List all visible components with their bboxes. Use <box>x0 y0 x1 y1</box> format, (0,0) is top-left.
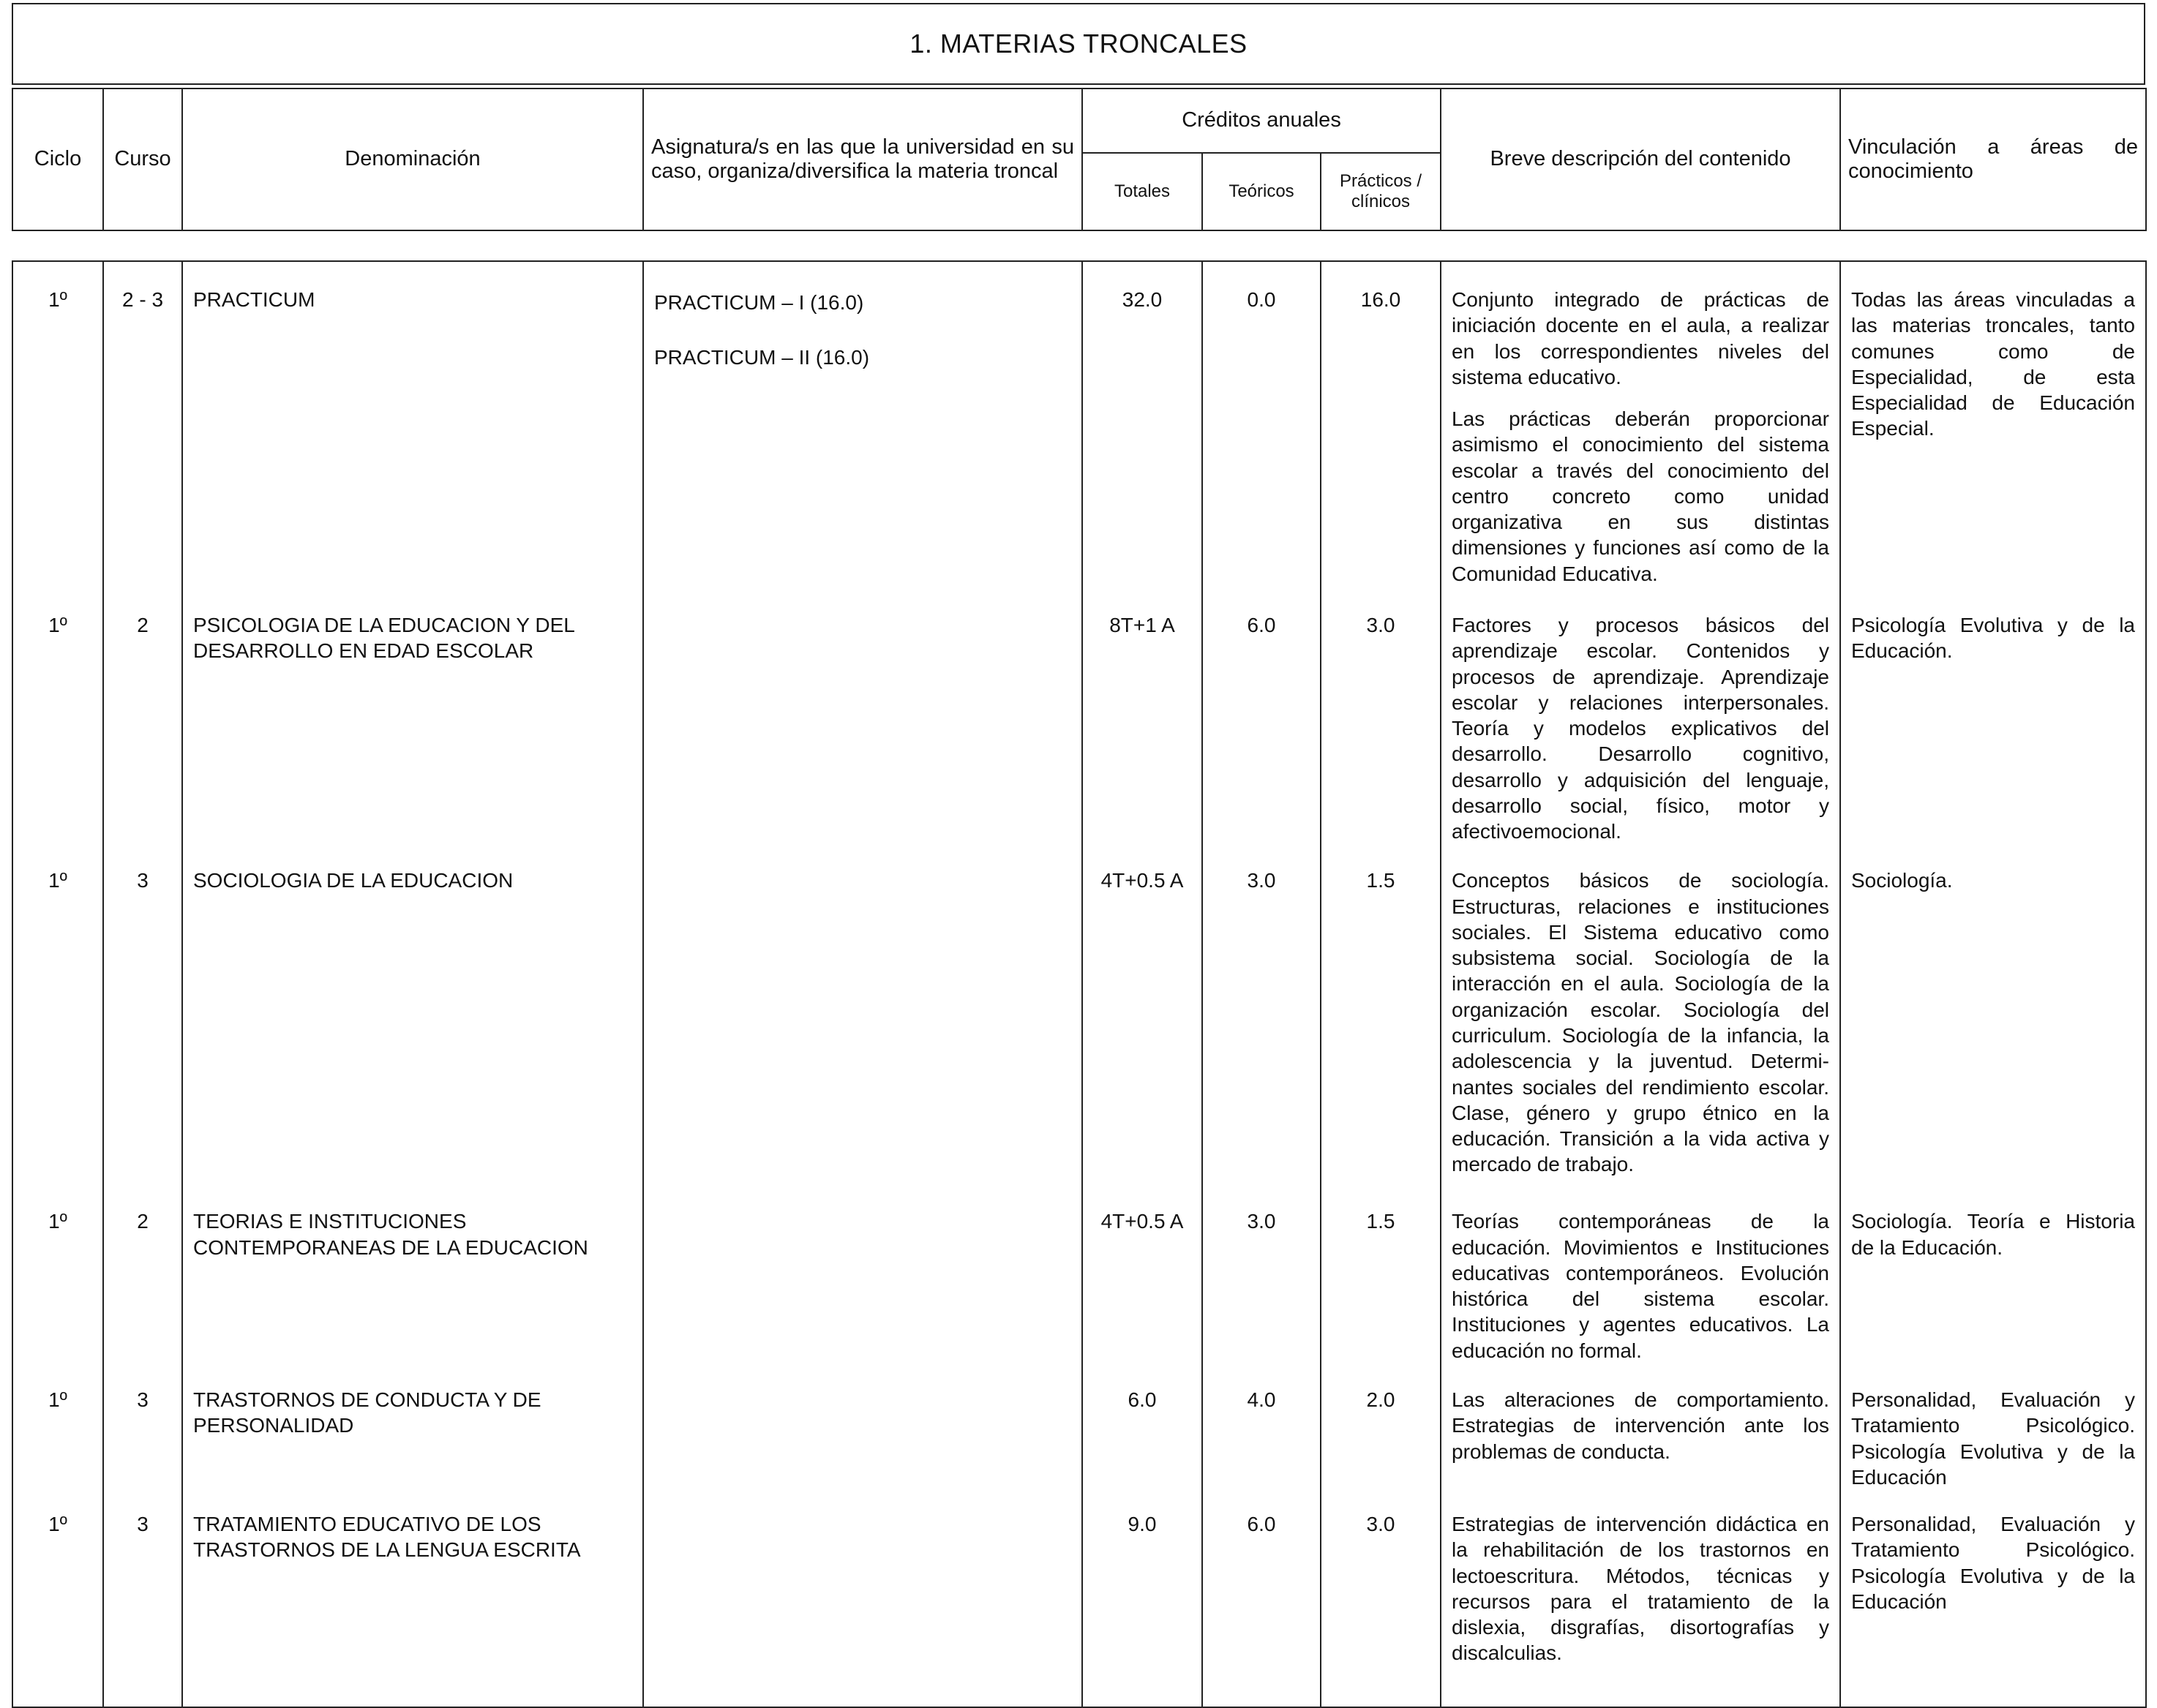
cell-descripcion <box>1441 1201 1840 1380</box>
header-denominacion: Denominación <box>182 89 643 230</box>
cell-denominacion: SOCIOLOGIA DE LA EDUCACION <box>182 860 643 1201</box>
section-title: 1. MATERIAS TRONCALES <box>12 3 2145 85</box>
header-ciclo: Ciclo <box>12 89 103 230</box>
cell-ciclo: 1º <box>12 1504 103 1707</box>
table-row <box>12 1201 2146 1380</box>
cell-asignaturas <box>643 1201 1082 1380</box>
cell-totales: 4T+0.5 A <box>1082 860 1202 1201</box>
header-descripcion: Breve descripción del contenido <box>1441 89 1840 230</box>
cell-asignaturas <box>643 1380 1082 1504</box>
cell-descripcion <box>1441 860 1840 1201</box>
cell-curso: 2 - 3 <box>103 261 182 605</box>
cell-descripcion <box>1441 605 1840 860</box>
cell-teoricos: 3.0 <box>1202 1201 1321 1380</box>
cell-curso: 2 <box>103 1201 182 1380</box>
cell-totales: 4T+0.5 A <box>1082 1201 1202 1380</box>
cell-teoricos: 4.0 <box>1202 1380 1321 1504</box>
descripcion-paragraph: Estrategias de intervención didáctica en la rehabilitación de los trastornos en lectoescritura. Métodos, técnicas y recursos para el tratamiento de la dislexia, disgrafías, disortografías y discalculias. <box>1452 1512 1829 1665</box>
cell-asignaturas <box>643 261 1082 605</box>
cell-descripcion <box>1441 1504 1840 1707</box>
cell-vinculacion: Sociología. Teoría e Historia de la Educación. <box>1840 1201 2146 1380</box>
subjects-table <box>12 260 2147 1708</box>
cell-teoricos: 0.0 <box>1202 261 1321 605</box>
cell-descripcion <box>1441 1380 1840 1504</box>
cell-totales: 6.0 <box>1082 1380 1202 1504</box>
cell-vinculacion: Personalidad, Evaluación y Tratamiento Psicológico. Psicología Evolutiva y de la Educación <box>1840 1504 2146 1707</box>
table-row <box>12 261 2146 605</box>
cell-asignaturas <box>643 605 1082 860</box>
cell-teoricos: 6.0 <box>1202 605 1321 860</box>
header-practicos: Prácticos / clínicos <box>1321 153 1441 230</box>
descripcion-paragraph: Conjunto integrado de prácticas de iniciación docente en el aula, a realizar en los correspondientes niveles del sistema educativo. <box>1452 288 1829 388</box>
table-row <box>12 605 2146 860</box>
cell-totales: 8T+1 A <box>1082 605 1202 860</box>
descripcion-paragraph: Conceptos básicos de sociología. Estructuras, relaciones e instituciones sociales. El Sistema educativo como subsistema social. Sociología de la interacción en el aula. Sociología de la organización escolar. Sociología del curriculum. Sociología de la infancia, la adolescencia y la juventud. Determi-nantes sociales del rendimiento escolar. Clase, género y grupo étnico en la educación. Transición a la vida activa y mercado de trabajo. <box>1452 869 1829 1176</box>
asignatura-item: PRACTICUM – II (16.0) <box>654 346 870 369</box>
header-teoricos: Teóricos <box>1202 153 1321 230</box>
header-totales: Totales <box>1082 153 1202 230</box>
descripcion-paragraph: Las alteraciones de comportamiento. Estrategias de intervención ante los problemas de conducta. <box>1452 1388 1829 1463</box>
cell-vinculacion: Psicología Evolutiva y de la Educación. <box>1840 605 2146 860</box>
cell-curso: 3 <box>103 1504 182 1707</box>
cell-asignaturas <box>643 1504 1082 1707</box>
cell-descripcion <box>1441 261 1840 605</box>
cell-totales: 32.0 <box>1082 261 1202 605</box>
cell-curso: 3 <box>103 1380 182 1504</box>
cell-denominacion: PRACTICUM <box>182 261 643 605</box>
table-row <box>12 1504 2146 1707</box>
cell-totales: 9.0 <box>1082 1504 1202 1707</box>
cell-vinculacion: Personalidad, Evaluación y Tratamiento Psicológico. Psicología Evolutiva y de la Educación <box>1840 1380 2146 1504</box>
descripcion-paragraph: Teorías contemporáneas de la educación. Movimientos e Instituciones educativas contemporáneos. Evolución histórica del sistema escolar. Instituciones y agentes educativos. La educación no formal. <box>1452 1210 1829 1362</box>
table-row <box>12 860 2146 1201</box>
descripcion-paragraph: Las prácticas deberán proporcionar asimismo el conocimiento del sistema escolar a través del conocimiento del centro concreto como unidad organizativa en sus distintas dimensiones y funciones así como de la Comunidad Educativa. <box>1452 407 1829 585</box>
cell-denominacion: TRATAMIENTO EDUCATIVO DE LOS TRASTORNOS DE LA LENGUA ESCRITA <box>182 1504 643 1707</box>
cell-practicos: 3.0 <box>1321 605 1441 860</box>
cell-practicos: 1.5 <box>1321 1201 1441 1380</box>
cell-ciclo: 1º <box>12 1201 103 1380</box>
header-vinculacion: Vinculación a áreas de conocimiento <box>1840 89 2146 230</box>
cell-denominacion: PSICOLOGIA DE LA EDUCACION Y DEL DESARROLLO EN EDAD ESCOLAR <box>182 605 643 860</box>
header-creditos: Créditos anuales <box>1082 89 1441 153</box>
asignatura-item: PRACTICUM – I (16.0) <box>654 291 864 314</box>
cell-curso: 3 <box>103 860 182 1201</box>
cell-vinculacion: Sociología. <box>1840 860 2146 1201</box>
table-row <box>12 1380 2146 1504</box>
cell-curso: 2 <box>103 605 182 860</box>
header-curso: Curso <box>103 89 182 230</box>
cell-practicos: 2.0 <box>1321 1380 1441 1504</box>
cell-ciclo: 1º <box>12 1380 103 1504</box>
cell-denominacion: TRASTORNOS DE CONDUCTA Y DE PERSONALIDAD <box>182 1380 643 1504</box>
cell-teoricos: 3.0 <box>1202 860 1321 1201</box>
header-asignaturas: Asignatura/s en las que la universidad en su caso, organiza/diversifica la materia troncal <box>643 89 1082 230</box>
cell-ciclo: 1º <box>12 860 103 1201</box>
header-table <box>12 88 2147 231</box>
cell-denominacion: TEORIAS E INSTITUCIONES CONTEMPORANEAS DE LA EDUCACION <box>182 1201 643 1380</box>
cell-practicos: 1.5 <box>1321 860 1441 1201</box>
descripcion-paragraph: Factores y procesos básicos del aprendizaje escolar. Contenidos y procesos de aprendizaje. Aprendizaje escolar y relaciones interpersonales. Teoría y modelos explicativos del desarrollo. Desarrollo cognitivo, desarrollo y adquisición del lenguaje, desarrollo social, físico, motor y afectivoemocional. <box>1452 614 1829 843</box>
cell-ciclo: 1º <box>12 605 103 860</box>
cell-teoricos: 6.0 <box>1202 1504 1321 1707</box>
cell-practicos: 16.0 <box>1321 261 1441 605</box>
cell-practicos: 3.0 <box>1321 1504 1441 1707</box>
cell-ciclo: 1º <box>12 261 103 605</box>
cell-asignaturas <box>643 860 1082 1201</box>
cell-vinculacion: Todas las áreas vinculadas a las materias troncales, tanto comunes como de Especialidad, de esta Especialidad de Educación Especial. <box>1840 261 2146 605</box>
